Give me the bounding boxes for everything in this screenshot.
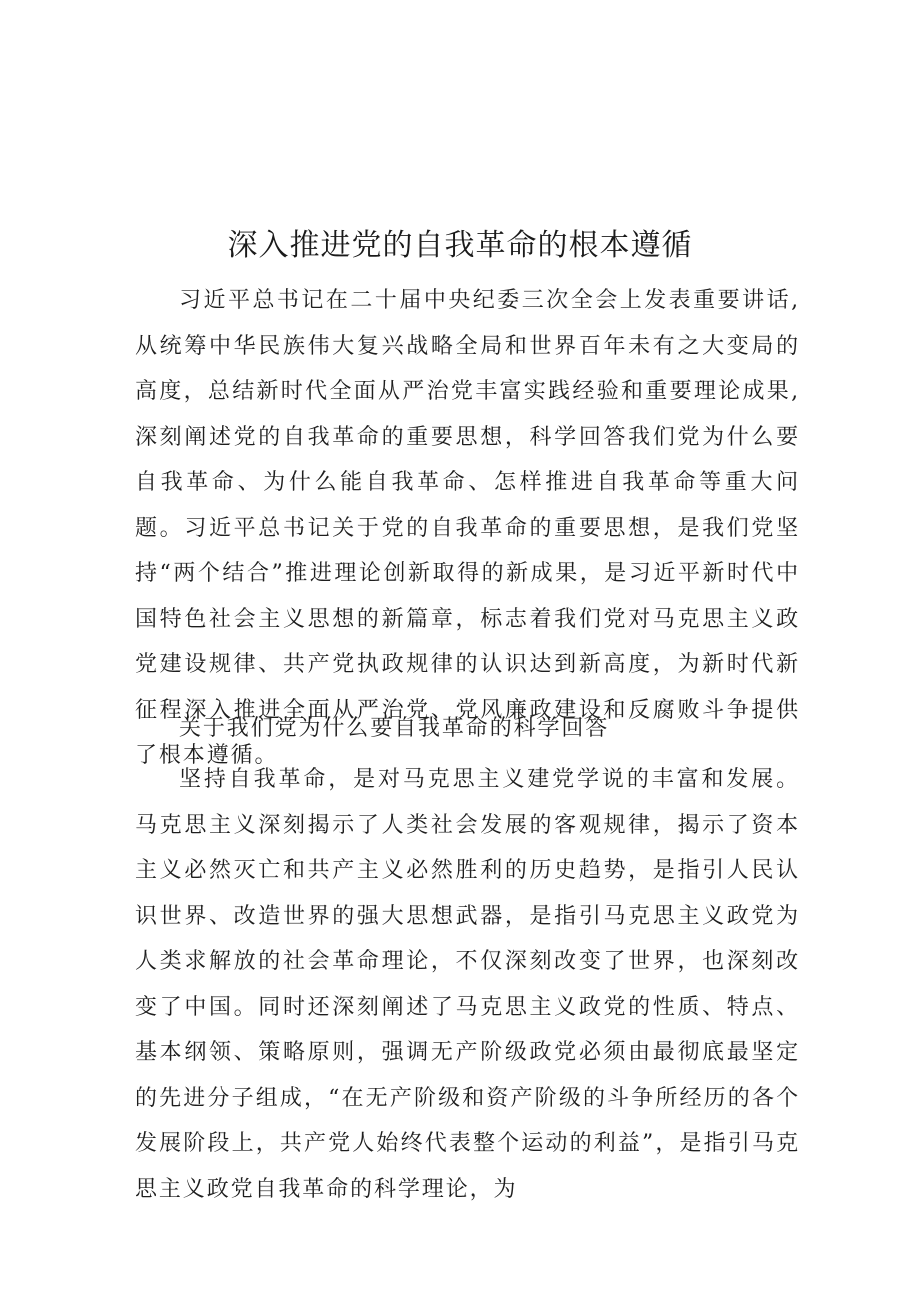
section-heading: 关于我们党为什么要自我革命的科学回答	[179, 716, 610, 741]
paragraph-body: 坚持自我革命，是对马克思主义建党学说的丰富和发展。马克思主义深刻揭示了人类社会发展的客观规律，揭示了资本主义必然灭亡和共产主义必然胜利的历史趋势，是指引人民认识世界、改造世界的强大思想武器，是指引马克思主义政党为人类求解放的社会革命理论，不仅深刻改变了世界，也深刻改变了中国。同时还深刻阐述了马克思主义政党的性质、特点、基本纲领、策略原则，强调无产阶级政党必须由最彻底最坚定的先进分子组成，“在无产阶级和资产阶级的斗争所经历的各个发展阶段上，共产党人始终代表整个运动的利益”，是指引马克思主义政党自我革命的科学理论，为	[135, 767, 800, 1202]
document-title: 深入推进党的自我革命的根本遵循	[227, 228, 693, 263]
paragraph-intro: 习近平总书记在二十届中央纪委三次全会上发表重要讲话,从统筹中华民族伟大复兴战略全局和世界百年未有之大变局的高度，总结新时代全面从严治党丰富实践经验和重要理论成果,深刻阐述党的自我革命的重要思想，科学回答我们党为什么要自我革命、为什么能自我革命、怎样推进自我革命等重大问题。习近平总书记关于党的自我革命的重要思想，是我们党坚持“两个结合”推进理论创新取得的新成果，是习近平新时代中国特色社会主义思想的新篇章，标志着我们党对马克思主义政党建设规律、共产党执政规律的认识达到新高度，为新时代新征程深入推进全面从严治党、党风廉政建设和反腐败斗争提供了根本遵循。	[135, 288, 800, 768]
